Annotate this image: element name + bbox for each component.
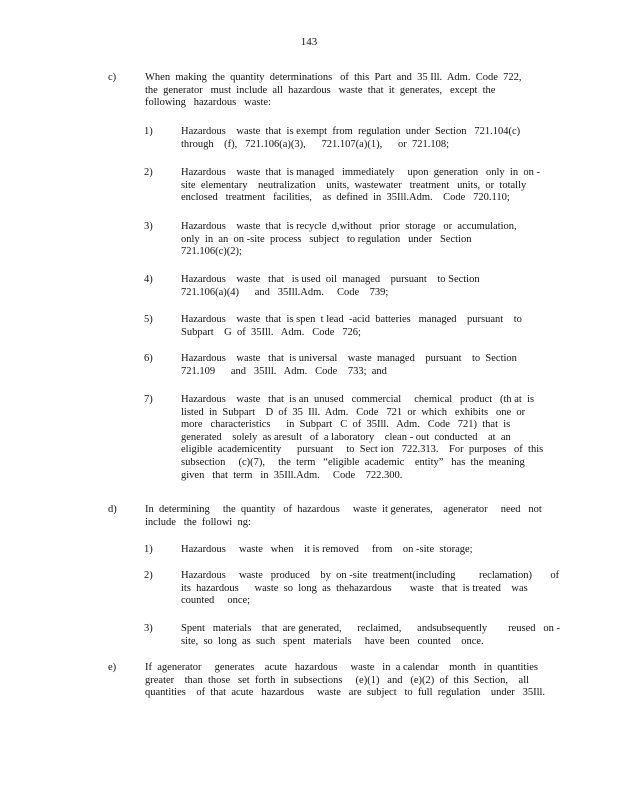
item-text [181,353,576,378]
item-marker: 4) [144,274,153,285]
text-line: 721.106(c)(2); [181,246,242,258]
item-text [181,570,576,608]
text-line: 721.109 and 35Ill. Adm. Code 733; and [181,365,387,377]
text-line: Hazardous waste that is recycle d,without prior storage or accumulation, [181,221,517,232]
item-marker: 3) [144,221,153,232]
text-line: the generator must include all hazardous waste that it generates, except the [145,84,496,96]
text-line: If agenerator generates acute hazardous waste in a calendar month in quantities [145,662,539,673]
text-line: only in an on -site process subject to regulation under Section [181,233,472,245]
text-line: When making the quantity determinations of this Part and 35 Ill. Adm. Code 722, [145,72,522,83]
item-text [181,167,576,205]
text-line: subsection (c)(7), the term “eligible academic entity” has the meaning [181,456,525,468]
text-line: enclosed treatment facilities, as defined in 35Ill.Adm. Code 720.110; [181,192,510,204]
text-line: Hazardous waste that is universal waste managed pursuant to Section [181,353,517,364]
section-marker: e) [108,662,117,673]
text-line: Hazardous waste that is spen t lead -acid batteries managed pursuant to [181,314,522,325]
text-line: its hazardous waste so long as thehazardous waste that is treated was [181,582,528,594]
item-text [181,274,576,299]
text-line: Subpart G of 35Ill. Adm. Code 726; [181,326,361,338]
text-line: counted once; [181,595,251,607]
item-marker: 5) [144,314,153,325]
text-line: following hazardous waste: [145,97,271,109]
item-marker: 6) [144,353,153,364]
section-marker: d) [108,504,117,515]
text-line: include the followi ng: [145,516,251,528]
text-line: Hazardous waste when it is removed from on -site storage; [181,544,473,555]
item-text [181,126,576,151]
item-text [181,544,576,557]
text-line: listed in Subpart D of 35 Ill. Adm. Code 721 or which exhibits one or [181,406,526,418]
text-line: Hazardous waste that is managed immediately upon generation only in on - [181,167,540,178]
section-text [145,504,550,529]
text-line: Hazardous waste produced by on -site treatment(including reclamation) of [181,570,560,581]
item-text [181,314,576,339]
item-marker: 3) [144,623,153,634]
text-line: In determining the quantity of hazardous waste it generates, agenerator need not [145,504,542,515]
item-marker: 2) [144,167,153,178]
text-line: Hazardous waste that is used oil managed pursuant to Section [181,274,480,285]
text-line: more characteristics in Subpart C of 35Ill. Adm. Code 721) that is [181,419,511,431]
item-text [181,221,576,259]
section-text [145,72,550,110]
item-marker: 7) [144,394,153,405]
text-line: quantities of that acute hazardous waste are subject to full regulation under 35Ill. [145,687,546,699]
item-text [181,623,576,648]
text-line: Hazardous waste that is exempt from regulation under Section 721.104(c) [181,126,521,137]
text-line: 721.106(a)(4) and 35Ill.Adm. Code 739; [181,286,389,298]
item-text [181,394,576,482]
page-number: 143 [300,36,318,48]
item-marker: 1) [144,544,153,555]
text-line: generated solely as aresult of a laboratory clean - out conducted at an [181,431,511,443]
item-marker: 1) [144,126,153,137]
text-line: site elementary neutralization units, wastewater treatment units, or totally [181,179,527,191]
item-marker: 2) [144,570,153,581]
text-line: site, so long as such spent materials have been counted once. [181,635,484,647]
text-line: eligible academicentity pursuant to Sect ion 722.313. For purposes of this [181,444,544,456]
section-text [145,662,550,700]
text-line: given that term in 35Ill.Adm. Code 722.300. [181,469,403,481]
text-line: Hazardous waste that is an unused commercial chemical product (th at is [181,394,535,405]
text-line: greater than those set forth in subsections (e)(1) and (e)(2) of this Section, all [145,674,530,686]
text-line: Spent materials that are generated, reclaimed, andsubsequently reused on - [181,623,561,634]
text-line: through (f), 721.106(a)(3), 721.107(a)(1), or 721.108; [181,138,449,150]
section-marker: c) [108,72,117,83]
